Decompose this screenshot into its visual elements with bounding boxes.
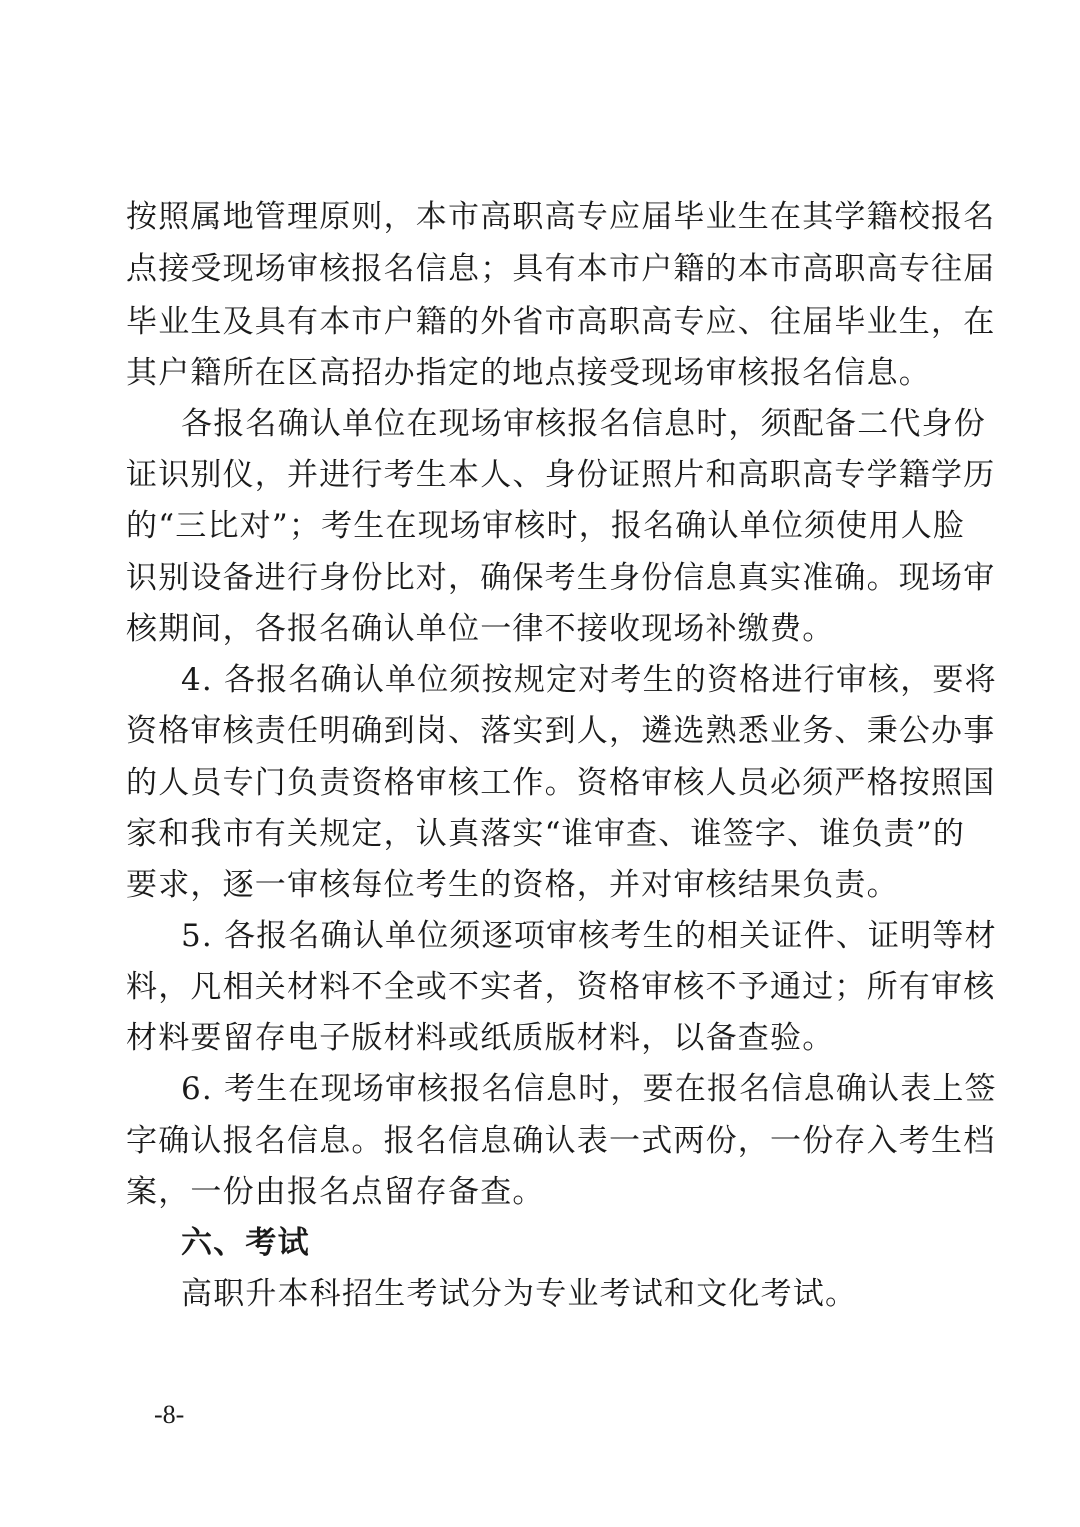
body-line-10: 4. 各报名确认单位须按规定对考生的资格进行审核，要将 [181,662,997,698]
body-line-5: 各报名确认单位在现场审核报名信息时，须配备二代身份 [181,406,986,442]
body-line-9: 核期间，各报名确认单位一律不接收现场补缴费。 [126,611,835,647]
body-line-3: 毕业生及具有本市户籍的外省市高职高专应、往届毕业生，在 [126,304,996,340]
body-line-14: 要求，逐一审核每位考生的资格，并对审核结果负责。 [126,867,899,903]
body-line-2: 点接受现场审核报名信息；具有本市户籍的本市高职高专往届 [126,251,996,287]
body-line-13: 家和我市有关规定，认真落实“谁审查、谁签字、谁负责”的 [126,816,966,852]
body-line-22: 高职升本科招生考试分为专业考试和文化考试。 [181,1276,858,1312]
page-number: -8- [154,1400,185,1429]
body-line-20: 案，一份由报名点留存备查。 [126,1174,545,1210]
body-line-7: 的“三比对”；考生在现场审核时，报名确认单位须使用人脸 [126,508,966,544]
body-line-19: 字确认报名信息。报名信息确认表一式两份，一份存入考生档 [126,1123,996,1159]
body-line-16: 料，凡相关材料不全或不实者，资格审核不予通过；所有审核 [126,969,996,1005]
body-line-18: 6. 考生在现场审核报名信息时，要在报名信息确认表上签 [181,1071,997,1107]
section-heading: 六、考试 [181,1225,310,1261]
body-line-4: 其户籍所在区高招办指定的地点接受现场审核报名信息。 [126,355,931,391]
body-line-6: 证识别仪，并进行考生本人、身份证照片和高职高专学籍学历 [126,457,996,493]
body-line-17: 材料要留存电子版材料或纸质版材料，以备查验。 [126,1020,835,1056]
body-line-15: 5. 各报名确认单位须逐项审核考生的相关证件、证明等材 [181,918,997,954]
body-line-8: 识别设备进行身份比对，确保考生身份信息真实准确。现场审 [126,560,996,596]
body-line-11: 资格审核责任明确到岗、落实到人，遴选熟悉业务、秉公办事 [126,713,996,749]
body-line-1: 按照属地管理原则，本市高职高专应届毕业生在其学籍校报名 [126,199,996,235]
body-line-12: 的人员专门负责资格审核工作。资格审核人员必须严格按照国 [126,765,996,801]
